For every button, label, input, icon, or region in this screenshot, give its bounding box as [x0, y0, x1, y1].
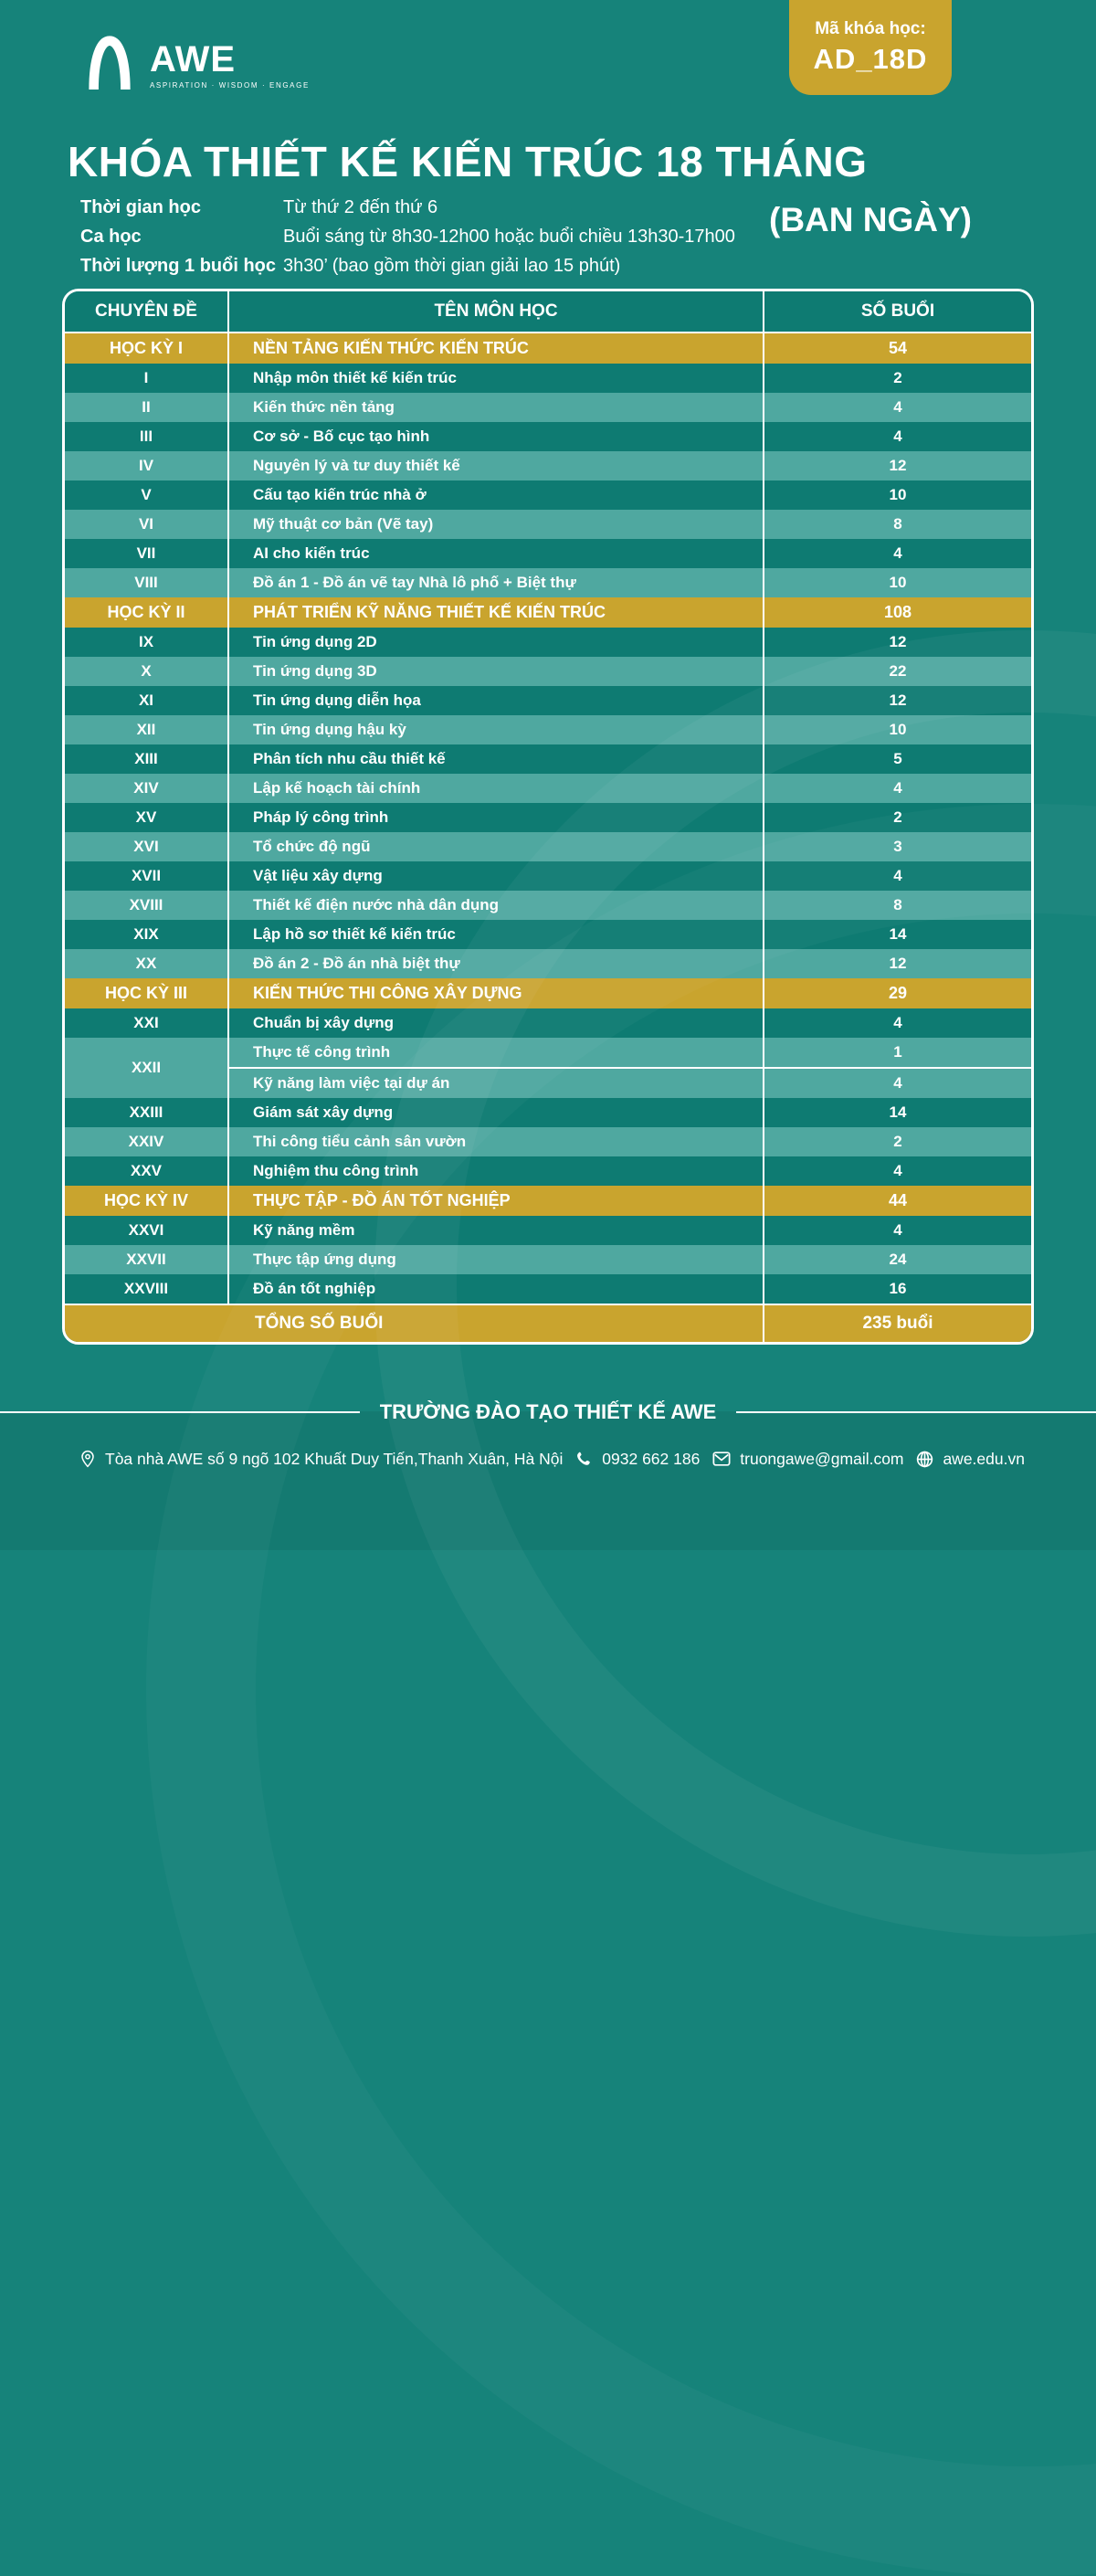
course-name: Thực tế công trình [229, 1038, 764, 1067]
course-sessions: 4 [893, 1014, 902, 1031]
semester-row [65, 597, 1031, 628]
course-name: Vật liệu xây dựng [229, 861, 764, 891]
globe-icon [915, 1450, 934, 1469]
course-sessions: 12 [889, 955, 907, 972]
course-name: Kỹ năng mềm [229, 1216, 764, 1245]
total-sessions: 235 buổi [862, 1314, 933, 1333]
course-name: Nhập môn thiết kế kiến trúc [229, 364, 764, 393]
footer-divider-right [736, 1411, 1096, 1414]
contact-website [915, 1450, 1025, 1469]
course-row [65, 1274, 1031, 1304]
course-row [65, 539, 1031, 568]
header-chuyen-de: CHUYÊN ĐỀ [65, 291, 229, 332]
course-numeral: VI [65, 510, 229, 539]
semester-sessions: 44 [888, 1191, 908, 1209]
footer-shade-band [0, 1411, 1096, 1550]
course-sessions: 3 [893, 838, 902, 855]
sub-row [229, 1038, 1031, 1067]
course-row [65, 744, 1031, 774]
course-numeral: XX [65, 949, 229, 978]
course-name: Thực tập ứng dụng [229, 1245, 764, 1274]
table-body [65, 333, 1031, 1342]
course-sessions: 12 [889, 692, 907, 709]
course-name: Thiết kế điện nước nhà dân dụng [229, 891, 764, 920]
course-numeral: XVI [65, 832, 229, 861]
header-ten-mon-hoc: TÊN MÔN HỌC [229, 291, 764, 332]
email-text: truongawe@gmail.com [740, 1449, 904, 1468]
course-numeral: XXVII [65, 1245, 229, 1274]
course-numeral: XXV [65, 1156, 229, 1186]
course-numeral: X [65, 657, 229, 686]
logo-name: AWE [150, 39, 237, 79]
address-text: Tòa nhà AWE số 9 ngõ 102 Khuất Duy Tiến,Thanh Xuân, Hà Nội [105, 1449, 564, 1468]
course-sessions: 14 [889, 1103, 907, 1121]
course-row [65, 1098, 1031, 1127]
course-row [65, 1156, 1031, 1186]
course-sessions: 4 [893, 1074, 902, 1092]
semester-sessions: 54 [888, 339, 908, 357]
course-name: Kỹ năng làm việc tại dự án [229, 1069, 764, 1098]
course-numeral: XXII [65, 1038, 229, 1098]
course-numeral: VII [65, 539, 229, 568]
course-sessions: 4 [893, 1162, 902, 1179]
awe-logo [80, 33, 310, 90]
semester-label: HỌC KỲ II [65, 597, 229, 628]
course-name: Lập hồ sơ thiết kế kiến trúc [229, 920, 764, 949]
semester-label: HỌC KỲ I [65, 333, 229, 364]
course-name: Thi công tiểu cảnh sân vườn [229, 1127, 764, 1156]
header-so-buoi: SỐ BUỔI [860, 301, 935, 321]
course-row-multi [65, 1038, 1031, 1098]
course-row [65, 891, 1031, 920]
course-sessions: 4 [893, 779, 902, 797]
envelope-icon [711, 1450, 732, 1468]
semester-sessions: 108 [883, 603, 912, 621]
semester-name: PHÁT TRIỂN KỸ NĂNG THIẾT KẾ KIẾN TRÚC [229, 597, 764, 628]
course-name: Lập kế hoạch tài chính [229, 774, 764, 803]
course-name: Nghiệm thu công trình [229, 1156, 764, 1186]
course-row [65, 920, 1031, 949]
schedule-row [80, 227, 735, 248]
course-sessions: 4 [893, 428, 902, 445]
course-sessions: 16 [889, 1280, 907, 1297]
schedule-label: Thời lượng 1 buổi học [80, 256, 277, 276]
course-numeral: XXI [65, 1008, 229, 1038]
course-row [65, 422, 1031, 451]
course-code-value: AD_18D [813, 43, 928, 75]
page-title: KHÓA THIẾT KẾ KIẾN TRÚC 18 THÁNG [68, 138, 868, 185]
logo-tagline: ASPIRATION · WISDOM · ENGAGE [150, 81, 310, 90]
course-numeral: XXIII [65, 1098, 229, 1127]
semester-label: HỌC KỲ III [65, 978, 229, 1008]
course-row [65, 480, 1031, 510]
schedule-value: 3h30’ (bao gồm thời gian giải lao 15 phút) [283, 256, 621, 276]
course-name: Cấu tạo kiến trúc nhà ở [229, 480, 764, 510]
course-sessions: 12 [889, 457, 907, 474]
course-sessions: 4 [893, 398, 902, 416]
schedule-value: Từ thứ 2 đến thứ 6 [283, 197, 438, 217]
schedule-label: Thời gian học [80, 197, 201, 217]
schedule-row [80, 256, 735, 277]
contact-phone [574, 1450, 700, 1469]
course-sessions: 4 [893, 867, 902, 884]
course-name: Tin ứng dụng hậu kỳ [229, 715, 764, 744]
course-sessions: 10 [889, 574, 907, 591]
semester-name: THỰC TẬP - ĐỒ ÁN TỐT NGHIỆP [229, 1186, 764, 1216]
course-sessions: 12 [889, 633, 907, 650]
course-sessions: 4 [893, 1221, 902, 1239]
course-code-badge [789, 0, 952, 95]
course-name: Đồ án 2 - Đồ án nhà biệt thự [229, 949, 764, 978]
course-name: Kiến thức nền tảng [229, 393, 764, 422]
course-name: Nguyên lý và tư duy thiết kế [229, 451, 764, 480]
course-numeral: XVIII [65, 891, 229, 920]
course-numeral: XIV [65, 774, 229, 803]
course-name: Cơ sở - Bố cục tạo hình [229, 422, 764, 451]
contact-address [79, 1449, 563, 1469]
course-numeral: II [65, 393, 229, 422]
daytime-note: (BAN NGÀY) [769, 201, 972, 238]
website-text: awe.edu.vn [943, 1449, 1025, 1468]
course-row [65, 628, 1031, 657]
course-sessions: 5 [893, 750, 902, 767]
course-sessions: 10 [889, 721, 907, 738]
location-pin-icon [79, 1449, 97, 1469]
semester-row [65, 978, 1031, 1008]
course-numeral: XVII [65, 861, 229, 891]
course-sessions: 8 [893, 896, 902, 913]
course-sessions: 22 [889, 662, 907, 680]
course-row [65, 803, 1031, 832]
course-sessions: 14 [889, 925, 907, 943]
semester-row [65, 1186, 1031, 1216]
course-name: Tin ứng dụng diễn họa [229, 686, 764, 715]
footer-contacts [79, 1449, 1025, 1469]
course-row [65, 949, 1031, 978]
course-sessions: 2 [893, 1133, 902, 1150]
phone-icon [574, 1450, 594, 1469]
course-numeral: XIII [65, 744, 229, 774]
sub-row [229, 1067, 1031, 1098]
semester-name: KIẾN THỨC THI CÔNG XÂY DỰNG [229, 978, 764, 1008]
course-sessions: 4 [893, 544, 902, 562]
semester-label: HỌC KỲ IV [65, 1186, 229, 1216]
semester-sessions: 29 [888, 984, 908, 1002]
course-sessions: 2 [893, 808, 902, 826]
course-row [65, 686, 1031, 715]
footer-divider-left [0, 1411, 360, 1414]
course-row [65, 451, 1031, 480]
phone-text: 0932 662 186 [602, 1449, 701, 1468]
course-row [65, 832, 1031, 861]
course-row [65, 1127, 1031, 1156]
course-row [65, 1216, 1031, 1245]
course-row [65, 715, 1031, 744]
course-name: AI cho kiến trúc [229, 539, 764, 568]
course-numeral: VIII [65, 568, 229, 597]
course-name: Tổ chức độ ngũ [229, 832, 764, 861]
course-numeral: V [65, 480, 229, 510]
course-sessions: 10 [889, 486, 907, 503]
course-row [65, 861, 1031, 891]
schedule-label: Ca học [80, 227, 142, 247]
course-numeral: XV [65, 803, 229, 832]
schedule-row [80, 197, 735, 218]
course-row [65, 774, 1031, 803]
course-row [65, 393, 1031, 422]
table-header-row [65, 291, 1031, 333]
course-name: Giám sát xây dựng [229, 1098, 764, 1127]
course-code-label: Mã khóa học: [815, 19, 926, 38]
arch-icon [80, 33, 139, 90]
sub-rows [229, 1038, 1031, 1098]
course-name: Đồ án 1 - Đồ án vẽ tay Nhà lô phố + Biệt thự [229, 568, 764, 597]
contact-email [711, 1450, 903, 1469]
course-name: Tin ứng dụng 3D [229, 657, 764, 686]
course-name: Mỹ thuật cơ bản (Vẽ tay) [229, 510, 764, 539]
semester-row [65, 333, 1031, 364]
course-row [65, 1245, 1031, 1274]
course-numeral: XI [65, 686, 229, 715]
course-numeral: XII [65, 715, 229, 744]
semester-name: NỀN TẢNG KIẾN THỨC KIẾN TRÚC [229, 333, 764, 364]
course-name: Đồ án tốt nghiệp [229, 1274, 764, 1304]
course-row [65, 568, 1031, 597]
course-sessions: 8 [893, 515, 902, 533]
course-numeral: IV [65, 451, 229, 480]
course-numeral: XXVIII [65, 1274, 229, 1304]
course-name: Pháp lý công trình [229, 803, 764, 832]
course-name: Chuẩn bị xây dựng [229, 1008, 764, 1038]
schedule-info [80, 197, 735, 285]
course-numeral: XIX [65, 920, 229, 949]
course-row [65, 657, 1031, 686]
course-name: Phân tích nhu cầu thiết kế [229, 744, 764, 774]
schedule-value: Buổi sáng từ 8h30-12h00 hoặc buổi chiều 13h30-17h00 [283, 227, 735, 247]
total-label: TỔNG SỐ BUỔI [65, 1305, 764, 1342]
course-numeral: IX [65, 628, 229, 657]
course-row [65, 1008, 1031, 1038]
course-sessions: 2 [893, 369, 902, 386]
footer-title-row [0, 1395, 1096, 1430]
course-name: Tin ứng dụng 2D [229, 628, 764, 657]
course-numeral: XXIV [65, 1127, 229, 1156]
course-sessions: 24 [889, 1251, 907, 1268]
course-numeral: I [65, 364, 229, 393]
total-row [65, 1304, 1031, 1342]
course-row [65, 510, 1031, 539]
course-row [65, 364, 1031, 393]
course-sessions: 1 [893, 1043, 902, 1061]
curriculum-table [62, 289, 1034, 1345]
footer-school-name: TRƯỜNG ĐÀO TẠO THIẾT KẾ AWE [379, 1400, 717, 1423]
course-numeral: III [65, 422, 229, 451]
course-numeral: XXVI [65, 1216, 229, 1245]
